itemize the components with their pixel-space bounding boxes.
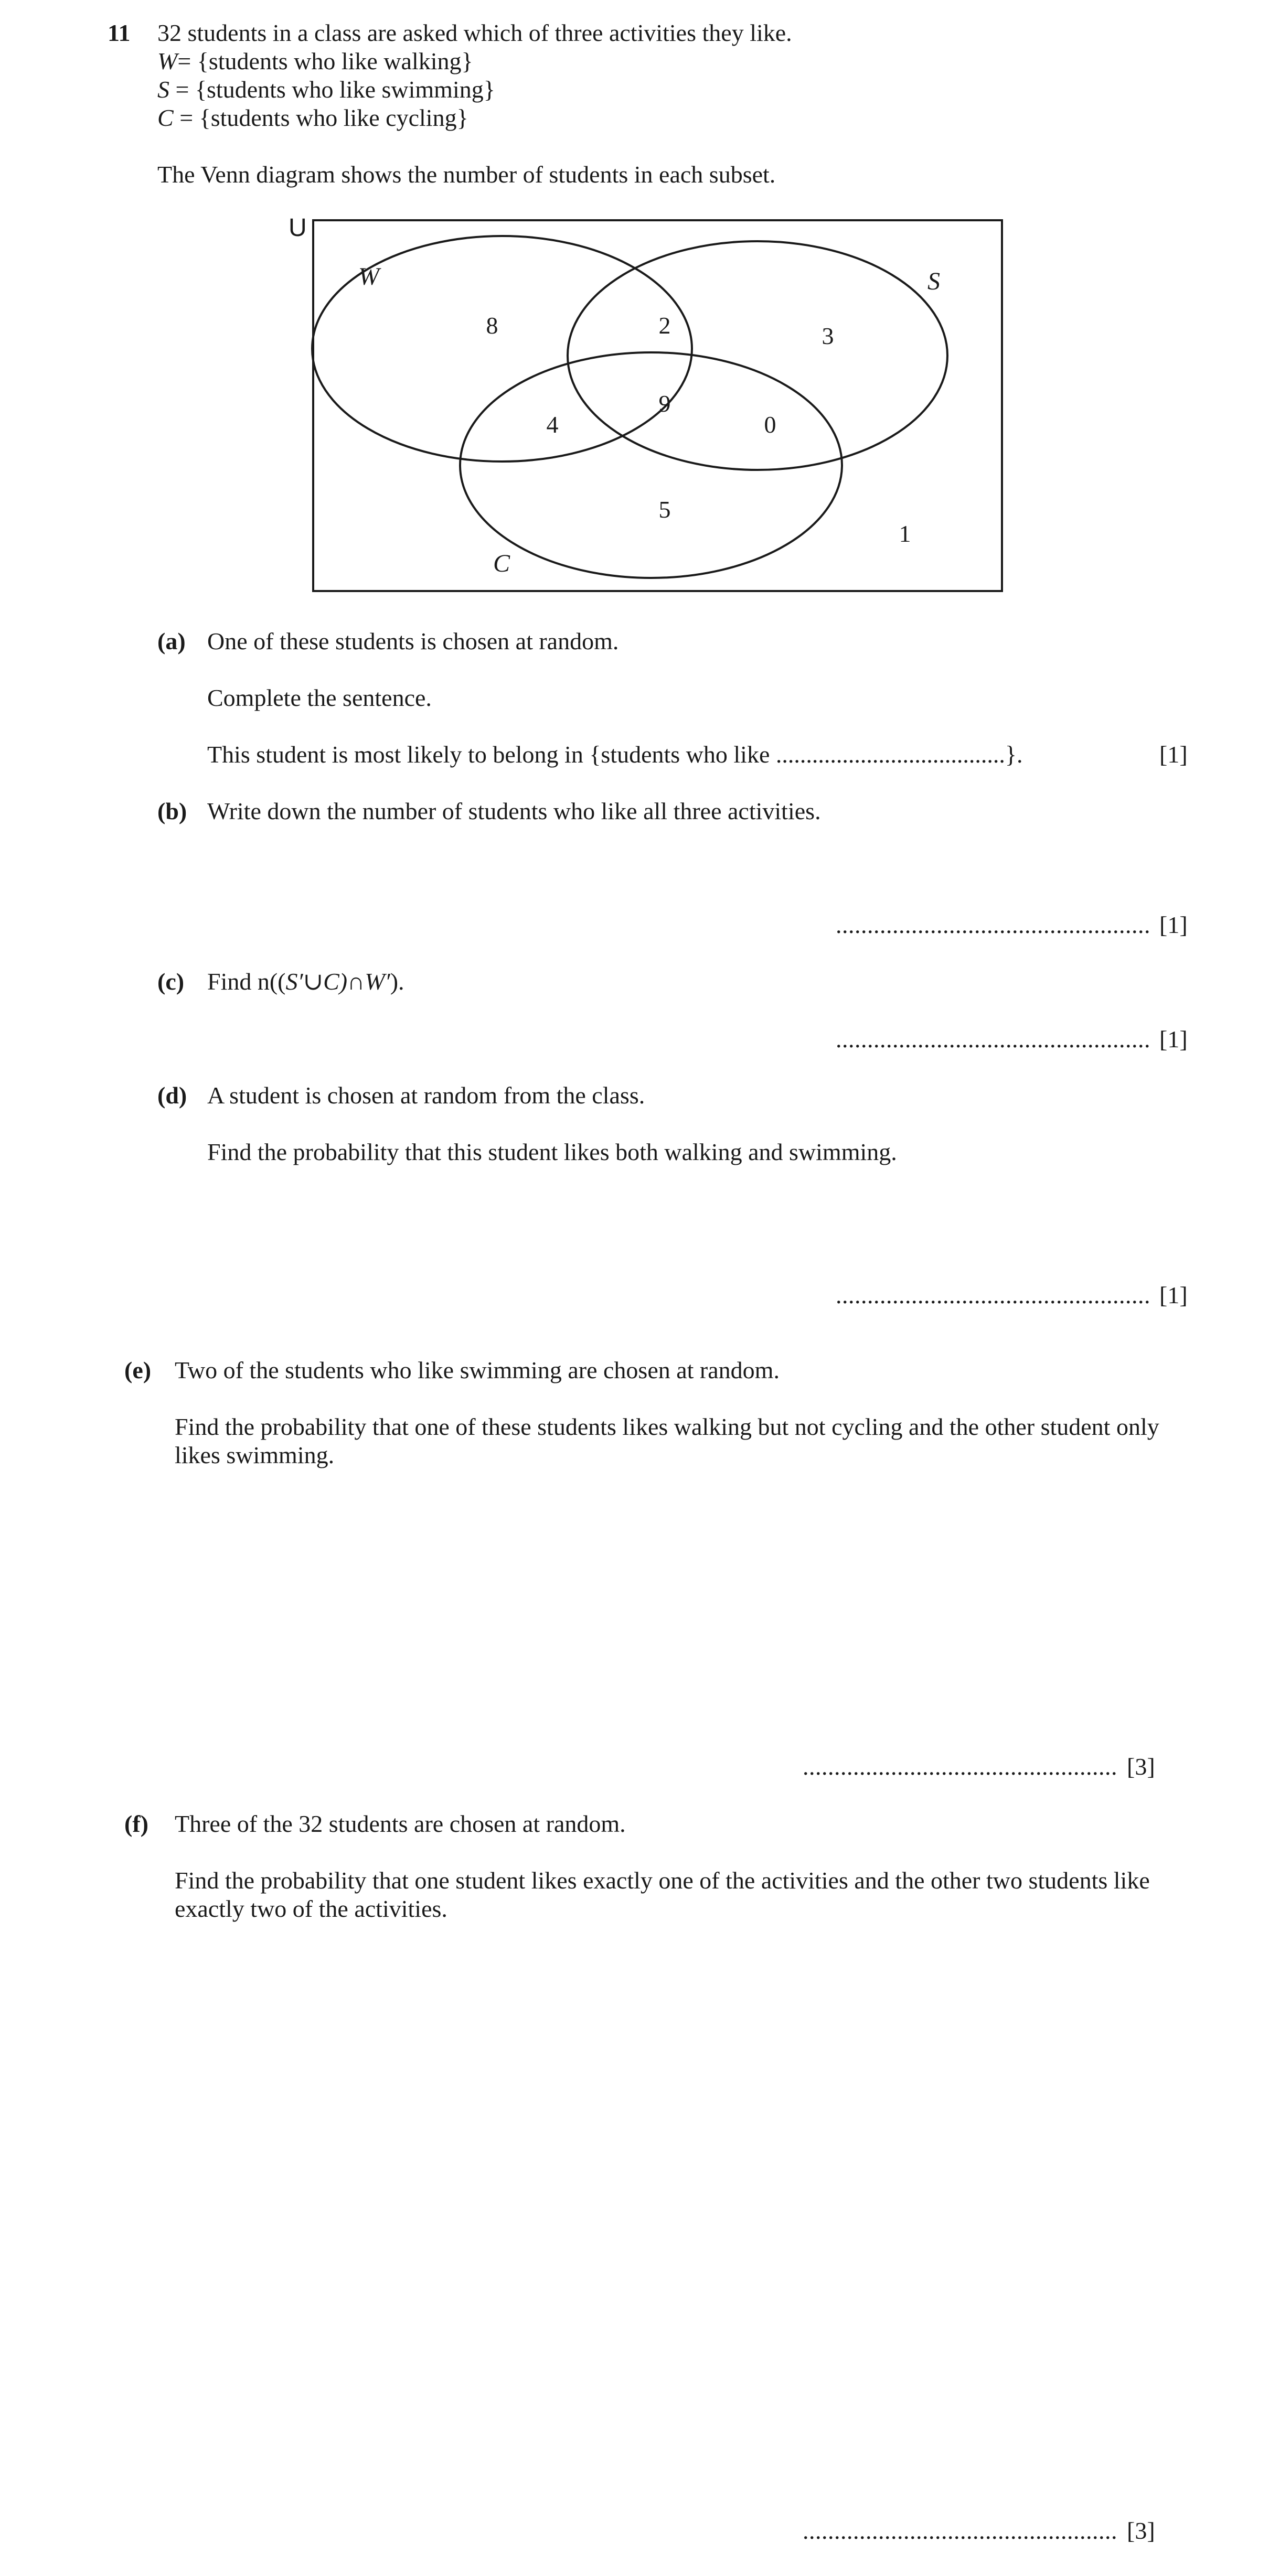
set-definition-s xyxy=(157,76,495,104)
part-d-label: (d) xyxy=(157,1082,187,1109)
part-a-marks: [1] xyxy=(1159,741,1188,768)
part-c-text xyxy=(207,968,404,996)
part-f-marks: [3] xyxy=(1127,2517,1155,2544)
part-d-line1: A student is chosen at random from the class. xyxy=(207,1082,645,1109)
part-c-suffix: ). xyxy=(390,968,404,995)
part-f-label: (f) xyxy=(124,1810,148,1837)
part-a-line1: One of these students is chosen at random. xyxy=(207,628,619,654)
region-w-only: 8 xyxy=(486,312,498,339)
question-intro: 32 students in a class are asked which of three activities they like. xyxy=(157,19,792,46)
region-s-only: 3 xyxy=(822,323,834,349)
set-symbol-w: W xyxy=(157,48,178,74)
part-f-line2: Find the probability that one student likes exactly one of the activities and the other two students like exactly two of the activities. xyxy=(175,1867,1150,1922)
part-c-math: S′∪C)∩W′ xyxy=(285,968,390,995)
region-c-only: 5 xyxy=(658,496,671,523)
part-d-line2: Find the probability that this student likes both walking and swimming. xyxy=(207,1139,897,1165)
part-b-answer-line[interactable]: .................................................. xyxy=(836,911,1150,938)
part-f-line1: Three of the 32 students are chosen at random. xyxy=(175,1810,626,1837)
part-e-line1: Two of the students who like swimming are chosen at random. xyxy=(175,1357,780,1383)
part-c-label: (c) xyxy=(157,968,185,995)
part-d-marks: [1] xyxy=(1159,1282,1188,1308)
part-c-prefix: Find n(( xyxy=(207,968,286,995)
set-def-c: = {students who like cycling} xyxy=(173,104,468,131)
part-a-sentence: This student is most likely to belong in {students who like ......................................}. xyxy=(207,741,1023,768)
set-label-c: C xyxy=(493,550,510,577)
set-c-ellipse xyxy=(460,352,842,578)
set-definition-w xyxy=(157,47,473,76)
question-number: 11 xyxy=(108,19,131,46)
part-c-answer-line[interactable]: .................................................. xyxy=(836,1026,1150,1053)
part-d-answer-line[interactable]: .................................................. xyxy=(836,1282,1150,1308)
part-e-marks: [3] xyxy=(1127,1753,1155,1780)
part-b-marks: [1] xyxy=(1159,911,1188,938)
region-s-and-c: 0 xyxy=(764,411,776,438)
part-e-label: (e) xyxy=(124,1357,152,1383)
universal-set-label: U xyxy=(289,214,307,242)
set-def-w: = {students who like walking} xyxy=(177,48,473,74)
set-label-s: S xyxy=(927,267,940,295)
set-definition-c xyxy=(157,104,468,132)
venn-intro: The Venn diagram shows the number of students in each subset. xyxy=(157,161,776,188)
part-e-line2: Find the probability that one of these students likes walking but not cycling and the other student only likes swimming. xyxy=(175,1413,1159,1468)
region-w-and-c: 4 xyxy=(546,411,559,438)
part-c-marks: [1] xyxy=(1159,1026,1188,1053)
part-a-label: (a) xyxy=(157,628,186,654)
part-b-text: Write down the number of students who like all three activities. xyxy=(207,798,821,824)
region-all-three: 9 xyxy=(658,390,671,417)
part-e-answer-line[interactable]: .................................................. xyxy=(803,1753,1117,1780)
region-w-and-s: 2 xyxy=(658,312,671,339)
part-b-label: (b) xyxy=(157,798,187,824)
part-a-line2: Complete the sentence. xyxy=(207,684,432,711)
set-label-w: W xyxy=(358,263,379,291)
region-outside: 1 xyxy=(899,520,911,547)
venn-diagram xyxy=(283,210,1018,598)
set-symbol-s: S xyxy=(157,76,169,103)
set-symbol-c: C xyxy=(157,104,174,131)
part-f-answer-line[interactable]: .................................................. xyxy=(803,2517,1117,2544)
set-def-s: = {students who like swimming} xyxy=(169,76,495,103)
